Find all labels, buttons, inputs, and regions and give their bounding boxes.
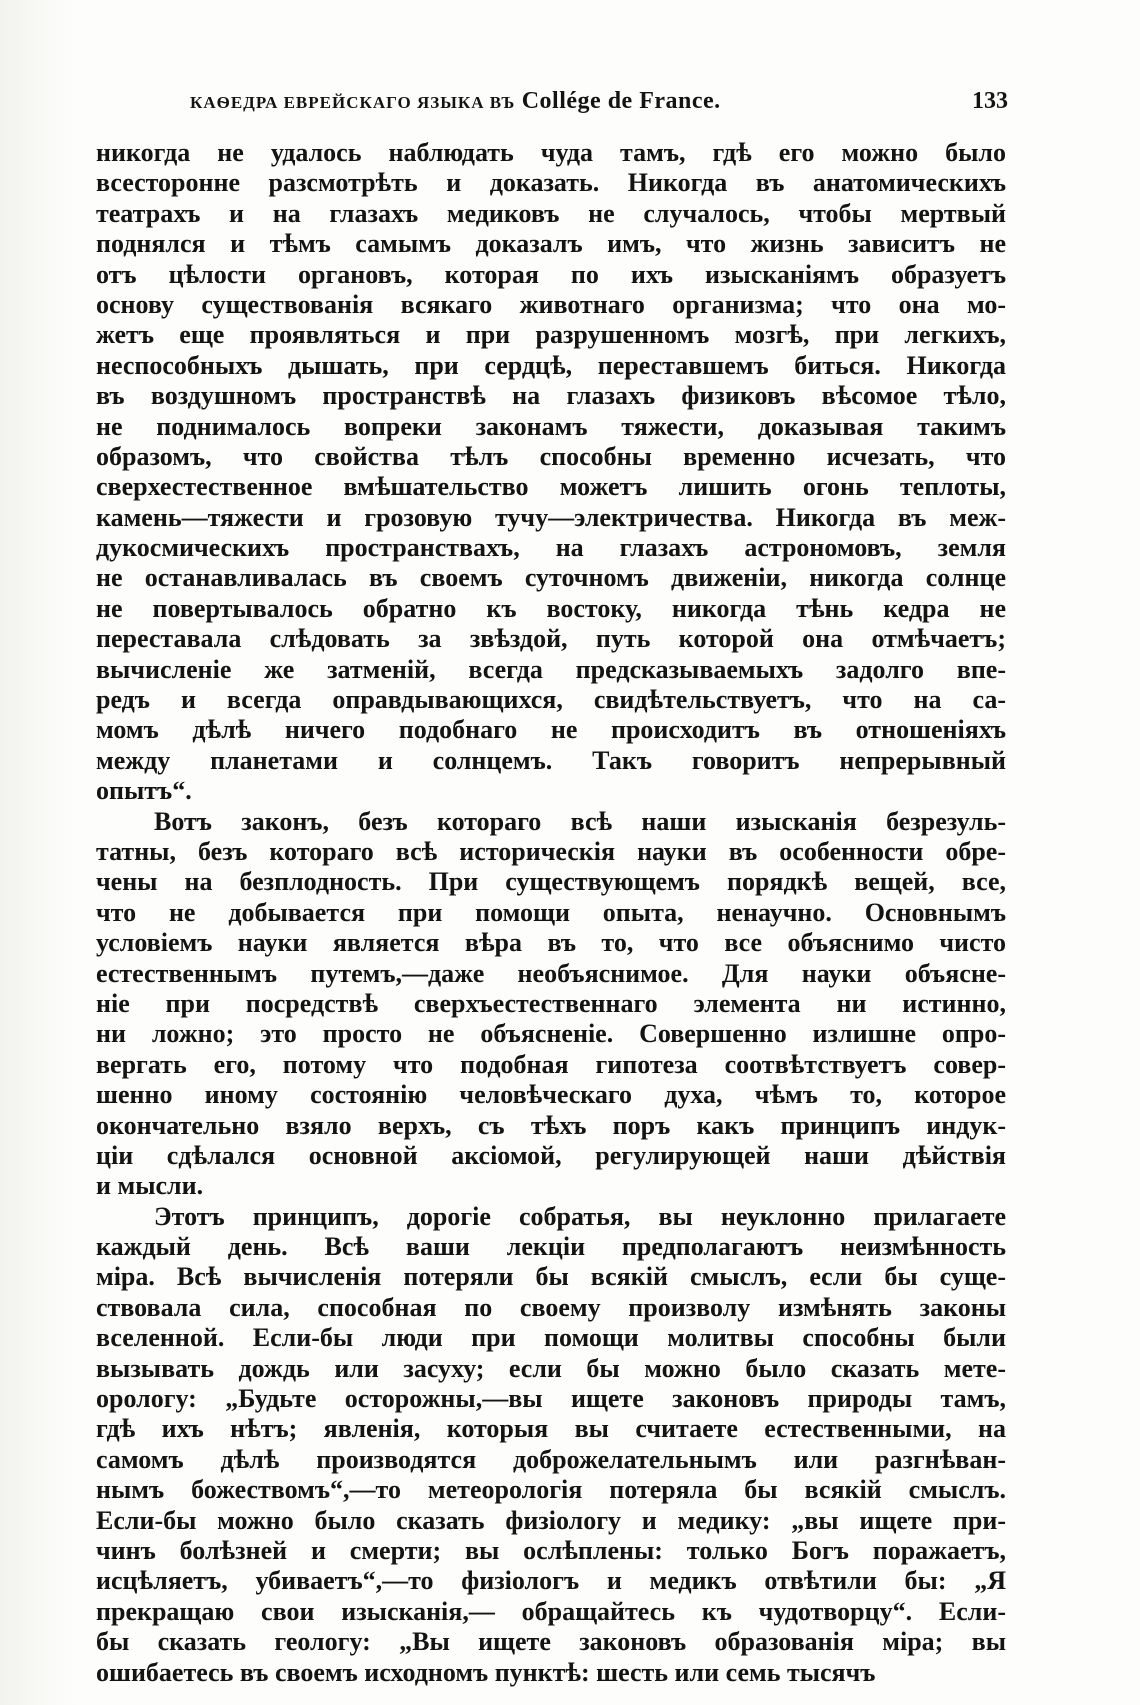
running-title-rest: Collége de France. [521,88,721,114]
text-line: опытъ“. [96,776,192,806]
text-line: каждый день. Всѣ ваши лекціи предполагаютъ неизмѣнность [96,1232,1006,1262]
text-line: орологу: „Будьте осторожны,—вы ищете законовъ природы тамъ, [96,1384,1006,1414]
text-line: татны, безъ котораго всѣ историческія науки въ особенности обре- [96,836,1006,866]
text-line: образомъ, что свойства тѣлъ способны временно исчезать, что [96,441,1006,471]
text-line: что не добывается при помощи опыта, ненаучно. Основнымъ [96,897,1006,927]
text-line: міра. Всѣ вычисленія потеряли бы всякій смыслъ, если бы суще- [96,1262,1006,1292]
text-line: театрахъ и на глазахъ медиковъ не случалось, чтобы мертвый [96,198,1006,228]
text-line: исцѣляетъ, убиваетъ“,—то физіологъ и медикъ отвѣтили бы: „Я [96,1566,1006,1596]
text-line: окончательно взяло верхъ, съ тѣхъ поръ какъ принципъ индук- [96,1110,1006,1140]
text-line: всесторонне разсмотрѣть и доказать. Никогда въ анатомическихъ [96,168,1006,198]
text-line: камень—тяжести и грозовую тучу—электричества. Никогда въ меж- [96,502,1006,532]
paragraph [96,807,1006,1202]
text-line: неспособныхъ дышать, при сердцѣ, переставшемъ биться. Никогда [96,350,1006,380]
text-line: редъ и всегда оправдывающихся, свидѣтельствуетъ, что на са- [96,685,1006,715]
text-line: нымъ божествомъ“,—то метеорологія потеряла бы всякій смыслъ. [96,1475,1006,1505]
text-line: Этотъ принципъ, дорогіе собратья, вы неуклонно прилагаете [154,1201,1006,1231]
text-line: ніе при посредствѣ сверхъестественнаго элемента ни истинно, [96,988,1006,1018]
text-line: вселенной. Если-бы люди при помощи молитвы способны были [96,1323,1006,1353]
text-line: и мысли. [96,1171,204,1201]
text-line: не останавливалась въ своемъ суточномъ движеніи, никогда солнце [96,563,1006,593]
text-line: ствовала сила, способная по своему произволу измѣнять законы [96,1292,1006,1322]
text-line: бы сказать геологу: „Вы ищете законовъ образованія міра; вы [96,1627,1006,1657]
text-line: между планетами и солнцемъ. Такъ говоритъ непрерывный [96,745,1006,775]
text-line: въ воздушномъ пространствѣ на глазахъ физиковъ вѣсомое тѣло, [96,381,1006,411]
text-line: основу существованія всякаго животнаго организма; что она мо- [96,289,1006,319]
text-line: прекращаю свои изысканія,— обращайтесь къ чудотворцу“. Если- [96,1596,1006,1626]
text-line: Если-бы можно было сказать физіологу и медику: „вы ищете при- [96,1505,1006,1535]
text-line: дукосмическихъ пространствахъ, на глазахъ астрономовъ, земля [96,533,1006,563]
text-line: ни ложно; это просто не объясненіе. Совершенно излишне опро- [96,1019,1006,1049]
text-line: ціи сдѣлался основной аксіомой, регулирующей наши дѣйствія [96,1140,1006,1170]
text-line: естественнымъ путемъ,—даже необъяснимое. Для науки объясне- [96,958,1006,988]
running-title [190,88,721,115]
text-line: самомъ дѣлѣ производятся доброжелательнымъ или разгнѣван- [96,1444,1006,1474]
text-line: отъ цѣлости органовъ, которая по ихъ изысканіямъ образуетъ [96,259,1006,289]
text-line: момъ дѣлѣ ничего подобнаго не происходитъ въ отношеніяхъ [96,715,1006,745]
running-header [178,88,1008,124]
text-line: чены на безплодность. При существующемъ порядкѣ вещей, все, [96,867,1006,897]
text-line: условіемъ науки является вѣра въ то, что все объяснимо чисто [96,928,1006,958]
body-text [96,138,1006,1688]
text-line: вергать его, потому что подобная гипотеза соотвѣтствуетъ совер- [96,1049,1006,1079]
text-line: шенно иному состоянію человѣческаго духа, чѣмъ то, которое [96,1080,1006,1110]
text-line: жетъ еще проявляться и при разрушенномъ мозгѣ, при легкихъ, [96,320,1006,350]
text-line: не повертывалось обратно къ востоку, никогда тѣнь кедра не [96,593,1006,623]
text-line: поднялся и тѣмъ самымъ доказалъ имъ, что жизнь зависитъ не [96,229,1006,259]
text-line: вычисленіе же затменій, всегда предсказываемыхъ задолго впе- [96,654,1006,684]
paragraph [96,1202,1006,1688]
text-line: гдѣ ихъ нѣтъ; явленія, которыя вы считаете естественными, на [96,1414,1006,1444]
text-line: никогда не удалось наблюдать чуда тамъ, гдѣ его можно было [96,138,1006,167]
scan-edge [0,0,84,1705]
running-title-caps: КАѲЕДРА ЕВРЕЙСКАГО ЯЗЫКА ВЪ [190,93,516,112]
text-line: вызывать дождь или засуху; если бы можно было сказать мете- [96,1353,1006,1383]
text-line: переставала слѣдовать за звѣздой, путь которой она отмѣчаетъ; [96,624,1006,654]
paragraph [96,138,1006,807]
page-number: 133 [972,88,1008,114]
text-line: сверхестественное вмѣшательство можетъ лишить огонь теплоты, [96,472,1006,502]
text-line: не поднималось вопреки законамъ тяжести, доказывая такимъ [96,411,1006,441]
text-line: ошибаетесь въ своемъ исходномъ пунктѣ: шесть или семь тысячъ [96,1657,876,1687]
text-line: чинъ болѣзней и смерти; вы ослѣплены: только Богъ поражаетъ, [96,1535,1006,1565]
text-line: Вотъ законъ, безъ котораго всѣ наши изысканія безрезуль- [154,806,1006,836]
